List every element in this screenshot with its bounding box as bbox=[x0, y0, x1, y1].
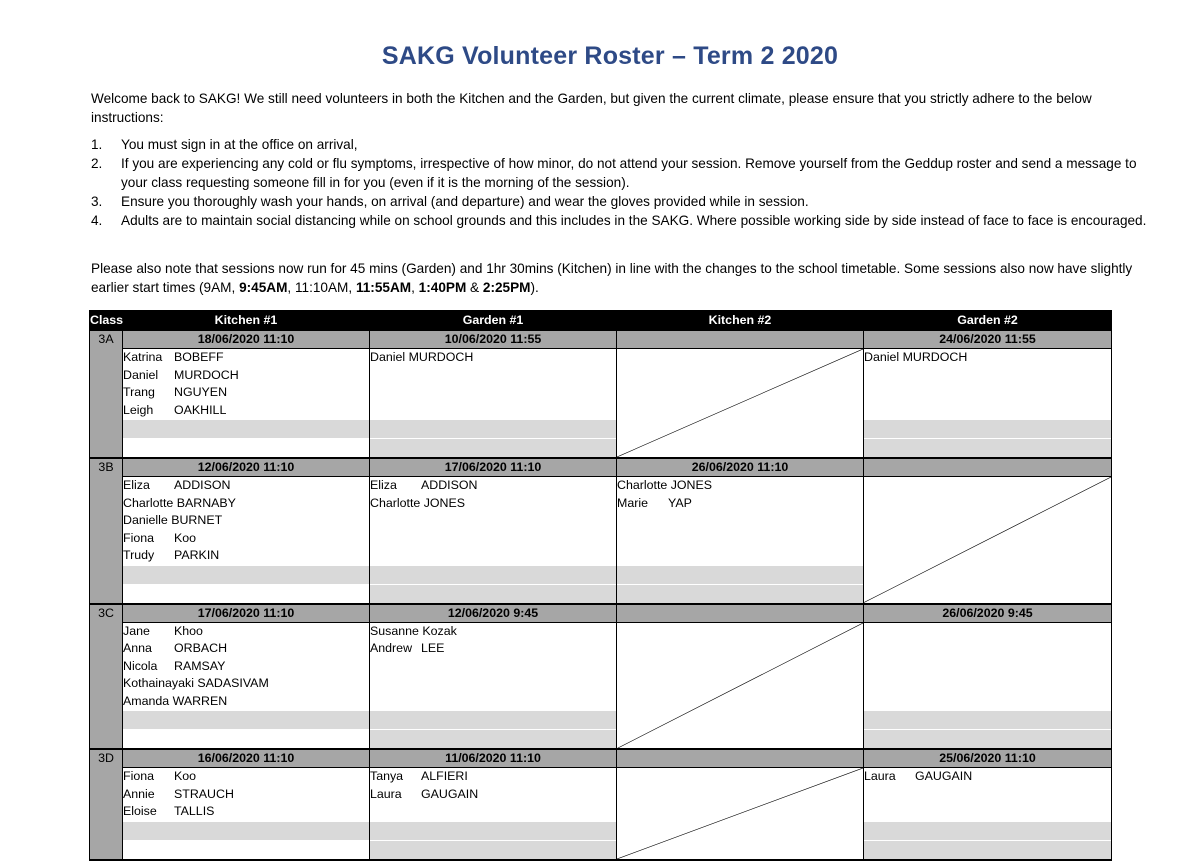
volunteer-first-name: Kothainayaki SADASIVAM bbox=[123, 676, 269, 690]
volunteer-names-cell bbox=[617, 477, 864, 566]
volunteer-surname: TALLIS bbox=[174, 804, 215, 818]
spare-slot-cell bbox=[370, 584, 617, 604]
spare-slot-cell bbox=[123, 584, 370, 604]
volunteer-names-cell bbox=[123, 768, 370, 822]
volunteer-surname: NGUYEN bbox=[174, 385, 228, 399]
instruction-number: 1. bbox=[91, 137, 103, 152]
spare-slot-cell bbox=[370, 822, 617, 841]
table-row bbox=[90, 604, 1112, 623]
instructions-list bbox=[91, 135, 1166, 230]
volunteer-name bbox=[123, 675, 369, 693]
note-text: & bbox=[466, 280, 483, 295]
volunteer-name bbox=[123, 477, 369, 495]
spare-slot-cell bbox=[123, 420, 370, 439]
note-text: , bbox=[411, 280, 419, 295]
volunteer-surname: STRAUCH bbox=[174, 786, 234, 801]
timetable-note bbox=[91, 259, 1166, 297]
volunteer-first-name: Eliza bbox=[123, 478, 150, 492]
unassigned-session-cell bbox=[617, 768, 864, 861]
table-row bbox=[90, 458, 1112, 477]
volunteer-first-name: Charlotte BARNABY bbox=[123, 495, 236, 510]
table-row bbox=[90, 749, 1112, 768]
volunteer-first-name: Danielle BURNET bbox=[123, 513, 223, 527]
instruction-item bbox=[91, 192, 1166, 211]
volunteer-name bbox=[370, 349, 616, 367]
session-date-kitchen-1: 17/06/2020 11:10 bbox=[123, 604, 370, 623]
volunteer-name bbox=[123, 495, 369, 513]
volunteer-surname: RAMSAY bbox=[174, 658, 226, 673]
spare-slot-cell bbox=[123, 711, 370, 730]
volunteer-first-name: Trudy bbox=[123, 548, 155, 562]
class-cell: 3A bbox=[90, 330, 123, 458]
volunteer-first-name: Laura bbox=[864, 769, 896, 783]
instruction-number: 3. bbox=[91, 194, 103, 209]
volunteer-name bbox=[123, 803, 369, 821]
volunteer-name bbox=[370, 477, 616, 495]
volunteer-first-name: Marie bbox=[617, 495, 648, 510]
volunteer-name bbox=[123, 402, 369, 420]
instruction-text: You must sign in at the office on arrival, bbox=[121, 137, 358, 152]
volunteer-first-name: Laura bbox=[370, 786, 402, 801]
header-garden-2: Garden #2 bbox=[864, 311, 1112, 331]
session-date-garden-1: 17/06/2020 11:10 bbox=[370, 458, 617, 477]
volunteer-name bbox=[370, 768, 616, 786]
volunteer-name bbox=[123, 349, 369, 367]
volunteer-name bbox=[370, 640, 616, 658]
volunteer-name bbox=[370, 786, 616, 804]
session-date-garden-1: 11/06/2020 11:10 bbox=[370, 749, 617, 768]
table-row bbox=[90, 439, 1112, 459]
volunteer-surname: GAUGAIN bbox=[915, 769, 973, 783]
volunteer-names-cell bbox=[123, 349, 370, 420]
spare-slot-cell bbox=[370, 439, 617, 459]
header-garden-1: Garden #1 bbox=[370, 311, 617, 331]
note-text: , 11:10AM, bbox=[287, 280, 356, 295]
volunteer-first-name: Daniel MURDOCH bbox=[370, 350, 474, 364]
volunteer-surname: Khoo bbox=[174, 623, 203, 638]
instruction-item bbox=[91, 211, 1166, 230]
instruction-item bbox=[91, 135, 1166, 154]
volunteer-surname: PARKIN bbox=[174, 548, 220, 562]
volunteer-name bbox=[123, 547, 369, 565]
class-cell: 3C bbox=[90, 604, 123, 750]
session-date-kitchen-2 bbox=[617, 330, 864, 349]
note-time: 2:25PM bbox=[482, 280, 531, 295]
table-row bbox=[90, 349, 1112, 420]
volunteer-surname: YAP bbox=[668, 495, 692, 510]
volunteer-surname: GAUGAIN bbox=[421, 786, 479, 801]
volunteer-surname: LEE bbox=[421, 641, 445, 655]
table-row bbox=[90, 330, 1112, 349]
diagonal-strike bbox=[617, 623, 863, 749]
header-kitchen-1: Kitchen #1 bbox=[123, 311, 370, 331]
session-date-kitchen-1: 18/06/2020 11:10 bbox=[123, 330, 370, 349]
volunteer-name bbox=[123, 512, 369, 530]
spare-slot-cell bbox=[864, 711, 1112, 730]
volunteer-name bbox=[370, 495, 616, 513]
class-cell: 3B bbox=[90, 458, 123, 604]
session-date-kitchen-1: 12/06/2020 11:10 bbox=[123, 458, 370, 477]
volunteer-name bbox=[123, 640, 369, 658]
unassigned-session-cell bbox=[617, 349, 864, 459]
table-row bbox=[90, 841, 1112, 861]
volunteer-names-cell bbox=[864, 349, 1112, 420]
session-date-kitchen-2 bbox=[617, 749, 864, 768]
volunteer-surname: OAKHILL bbox=[174, 402, 227, 417]
spare-slot-cell bbox=[123, 822, 370, 841]
volunteer-surname: ORBACH bbox=[174, 641, 228, 655]
roster-table bbox=[89, 310, 1112, 861]
volunteer-name bbox=[123, 367, 369, 385]
diagonal-strike bbox=[864, 477, 1111, 603]
page-title: SAKG Volunteer Roster – Term 2 2020 bbox=[381, 42, 839, 70]
volunteer-first-name: Eliza bbox=[370, 478, 397, 492]
session-date-garden-1: 10/06/2020 11:55 bbox=[370, 330, 617, 349]
volunteer-names-cell bbox=[864, 768, 1112, 822]
instruction-text: Ensure you thoroughly wash your hands, on arrival (and departure) and wear the gloves provided while in session. bbox=[121, 194, 809, 209]
instruction-number: 2. bbox=[91, 156, 103, 171]
session-date-kitchen-2 bbox=[617, 604, 864, 623]
volunteer-surname: ADDISON bbox=[174, 478, 231, 492]
note-text: ). bbox=[530, 280, 539, 295]
volunteer-name bbox=[123, 623, 369, 641]
spare-slot-cell bbox=[864, 439, 1112, 459]
unassigned-session-cell bbox=[617, 622, 864, 749]
volunteer-name bbox=[123, 384, 369, 402]
spare-slot-cell bbox=[617, 565, 864, 584]
table-row bbox=[90, 477, 1112, 566]
volunteer-first-name: Tanya bbox=[370, 769, 404, 783]
volunteer-first-name: Daniel MURDOCH bbox=[864, 350, 968, 364]
table-row bbox=[90, 711, 1112, 730]
instruction-number: 4. bbox=[91, 213, 103, 228]
session-date-garden-2: 24/06/2020 11:55 bbox=[864, 330, 1112, 349]
volunteer-name bbox=[123, 658, 369, 676]
table-row bbox=[90, 768, 1112, 822]
session-date-kitchen-1: 16/06/2020 11:10 bbox=[123, 749, 370, 768]
session-date-garden-2 bbox=[864, 458, 1112, 477]
volunteer-names-cell bbox=[123, 477, 370, 566]
volunteer-first-name: Anna bbox=[123, 641, 152, 655]
volunteer-names-cell bbox=[370, 622, 617, 711]
table-row bbox=[90, 730, 1112, 750]
note-text: Please also note that sessions now run for 45 mins (Garden) and 1hr 30mins (Kitchen) in line with the changes to the school timetable. Some sessions also now have slightly earlier start times (9AM, bbox=[91, 261, 1133, 295]
volunteer-name bbox=[617, 495, 863, 513]
volunteer-name bbox=[123, 693, 369, 711]
volunteer-first-name: Fiona bbox=[123, 769, 154, 783]
volunteer-names-cell bbox=[123, 622, 370, 711]
volunteer-first-name: Daniel bbox=[123, 367, 159, 382]
spare-slot-cell bbox=[864, 841, 1112, 861]
spare-slot-cell bbox=[370, 565, 617, 584]
diagonal-strike bbox=[617, 768, 863, 859]
volunteer-surname: MURDOCH bbox=[174, 367, 239, 382]
spare-slot-cell bbox=[123, 439, 370, 459]
spare-slot-cell bbox=[370, 841, 617, 861]
header-kitchen-2: Kitchen #2 bbox=[617, 311, 864, 331]
instruction-text: Adults are to maintain social distancing while on school grounds and this includes in the SAKG. Where possible working side by side instead of face to face is encouraged. bbox=[121, 213, 1147, 228]
diagonal-strike bbox=[617, 349, 863, 457]
volunteer-name bbox=[123, 786, 369, 804]
table-row bbox=[90, 622, 1112, 711]
unassigned-session-cell bbox=[864, 477, 1112, 604]
spare-slot-cell bbox=[370, 711, 617, 730]
instruction-item bbox=[91, 154, 1166, 192]
table-row bbox=[90, 822, 1112, 841]
volunteer-surname: Koo bbox=[174, 769, 197, 783]
volunteer-name bbox=[864, 768, 1111, 786]
spare-slot-cell bbox=[123, 565, 370, 584]
spare-slot-cell bbox=[123, 730, 370, 750]
volunteer-first-name: Katrina bbox=[123, 350, 163, 364]
volunteer-first-name: Nicola bbox=[123, 658, 158, 673]
table-header-row bbox=[90, 311, 1112, 331]
note-time: 9:45AM bbox=[239, 280, 288, 295]
volunteer-surname: ALFIERI bbox=[421, 769, 468, 783]
note-time: 11:55AM bbox=[355, 280, 412, 295]
volunteer-first-name: Susanne Kozak bbox=[370, 623, 457, 638]
volunteer-first-name: Leigh bbox=[123, 402, 154, 417]
volunteer-first-name: Fiona bbox=[123, 530, 154, 545]
volunteer-first-name: Eloise bbox=[123, 804, 157, 818]
intro-paragraph: Welcome back to SAKG! We still need volunteers in both the Kitchen and the Garden, but given the current climate, please ensure that you strictly adhere to the below instructions: bbox=[91, 91, 1092, 125]
spare-slot-cell bbox=[864, 822, 1112, 841]
volunteer-names-cell bbox=[370, 349, 617, 420]
volunteer-name bbox=[617, 477, 863, 495]
header-class: Class bbox=[90, 311, 123, 331]
volunteer-name bbox=[123, 530, 369, 548]
volunteer-first-name: Charlotte JONES bbox=[370, 495, 466, 510]
table-row bbox=[90, 420, 1112, 439]
volunteer-surname: ADDISON bbox=[421, 478, 478, 492]
volunteer-first-name: Andrew bbox=[370, 641, 413, 655]
session-date-garden-2: 26/06/2020 9:45 bbox=[864, 604, 1112, 623]
session-date-garden-2: 25/06/2020 11:10 bbox=[864, 749, 1112, 768]
spare-slot-cell bbox=[370, 420, 617, 439]
diagonal-line bbox=[864, 477, 1111, 603]
class-cell: 3D bbox=[90, 749, 123, 860]
diagonal-line bbox=[617, 768, 863, 859]
volunteer-surname: Koo bbox=[174, 530, 197, 545]
volunteer-names-cell bbox=[370, 477, 617, 566]
spare-slot-cell bbox=[864, 730, 1112, 750]
volunteer-names-cell bbox=[864, 622, 1112, 711]
volunteer-name bbox=[864, 349, 1111, 367]
spare-slot-cell bbox=[370, 730, 617, 750]
session-date-kitchen-2: 26/06/2020 11:10 bbox=[617, 458, 864, 477]
volunteer-surname: BOBEFF bbox=[174, 350, 224, 364]
volunteer-name bbox=[370, 623, 616, 641]
session-date-garden-1: 12/06/2020 9:45 bbox=[370, 604, 617, 623]
volunteer-first-name: Jane bbox=[123, 623, 150, 638]
spare-slot-cell bbox=[617, 584, 864, 604]
diagonal-line bbox=[617, 623, 863, 749]
volunteer-first-name: Amanda WARREN bbox=[123, 693, 228, 708]
volunteer-first-name: Annie bbox=[123, 786, 155, 801]
spare-slot-cell bbox=[864, 420, 1112, 439]
diagonal-line bbox=[617, 349, 863, 457]
volunteer-first-name: Charlotte JONES bbox=[617, 478, 713, 492]
volunteer-first-name: Trang bbox=[123, 385, 155, 399]
note-time: 1:40PM bbox=[418, 280, 467, 295]
instruction-text: If you are experiencing any cold or flu symptoms, irrespective of how minor, do not attend your session. Remove yourself from the Geddup roster and send a message to your class requesting someone fill in for you (even if it is the morning of the session). bbox=[121, 156, 1137, 190]
volunteer-names-cell bbox=[370, 768, 617, 822]
spare-slot-cell bbox=[123, 841, 370, 861]
volunteer-name bbox=[123, 768, 369, 786]
